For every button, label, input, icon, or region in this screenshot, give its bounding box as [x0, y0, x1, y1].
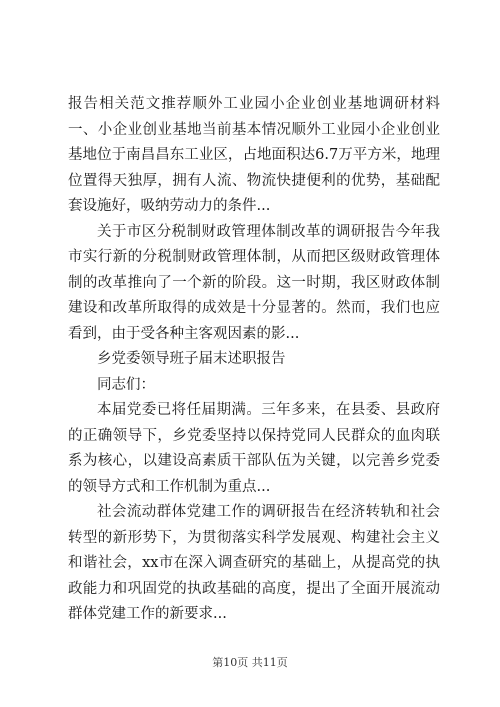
page-number: 第10页 共11页	[212, 656, 288, 669]
paragraph-intro: 报告相关范文推荐顺外工业园小企业创业基地调研材料一、小企业创业基地当前基本情况顺外工业园小企业创业基地位于南昌昌东工业区，占地面积达6.7万平方米，地理位置得天独厚，拥有人流、物流快捷便利的优势，基础配套设施好，吸纳劳动力的条件...	[68, 96, 440, 214]
paragraph-mobile-groups: 社会流动群体党建工作的调研报告在经济转轨和社会转型的新形势下，为贯彻落实科学发展观、构建社会主义和谐社会，xx市在深入调查研究的基础上，从提高党的执政能力和巩固党的执政基础的高度，提出了全面开展流动群体党建工作的新要求...	[68, 504, 440, 622]
paragraph-report-title: 乡党委领导班子届末述职报告	[97, 351, 286, 367]
paragraph-tax-reform: 关于市区分税制财政管理体制改革的调研报告今年我市实行新的分税制财政管理体制，从而把区级财政管理体制的改革推向了一个新的阶段。这一时期，我区财政体制建设和改革所取得的成效是十分显著的。然而，我们也应看到，由于受各种主客观因素的影...	[68, 223, 440, 342]
document-body	[68, 92, 440, 628]
paragraph-party-committee: 本届党委已将任届期满。三年多来，在县委、县政府的正确领导下，乡党委坚持以保持党同人民群众的血肉联系为核心，以建设高素质干部队伍为关键，以完善乡党委的领导方式和工作机制为重点...	[68, 402, 440, 495]
paragraph-salutation: 同志们：	[97, 376, 155, 393]
